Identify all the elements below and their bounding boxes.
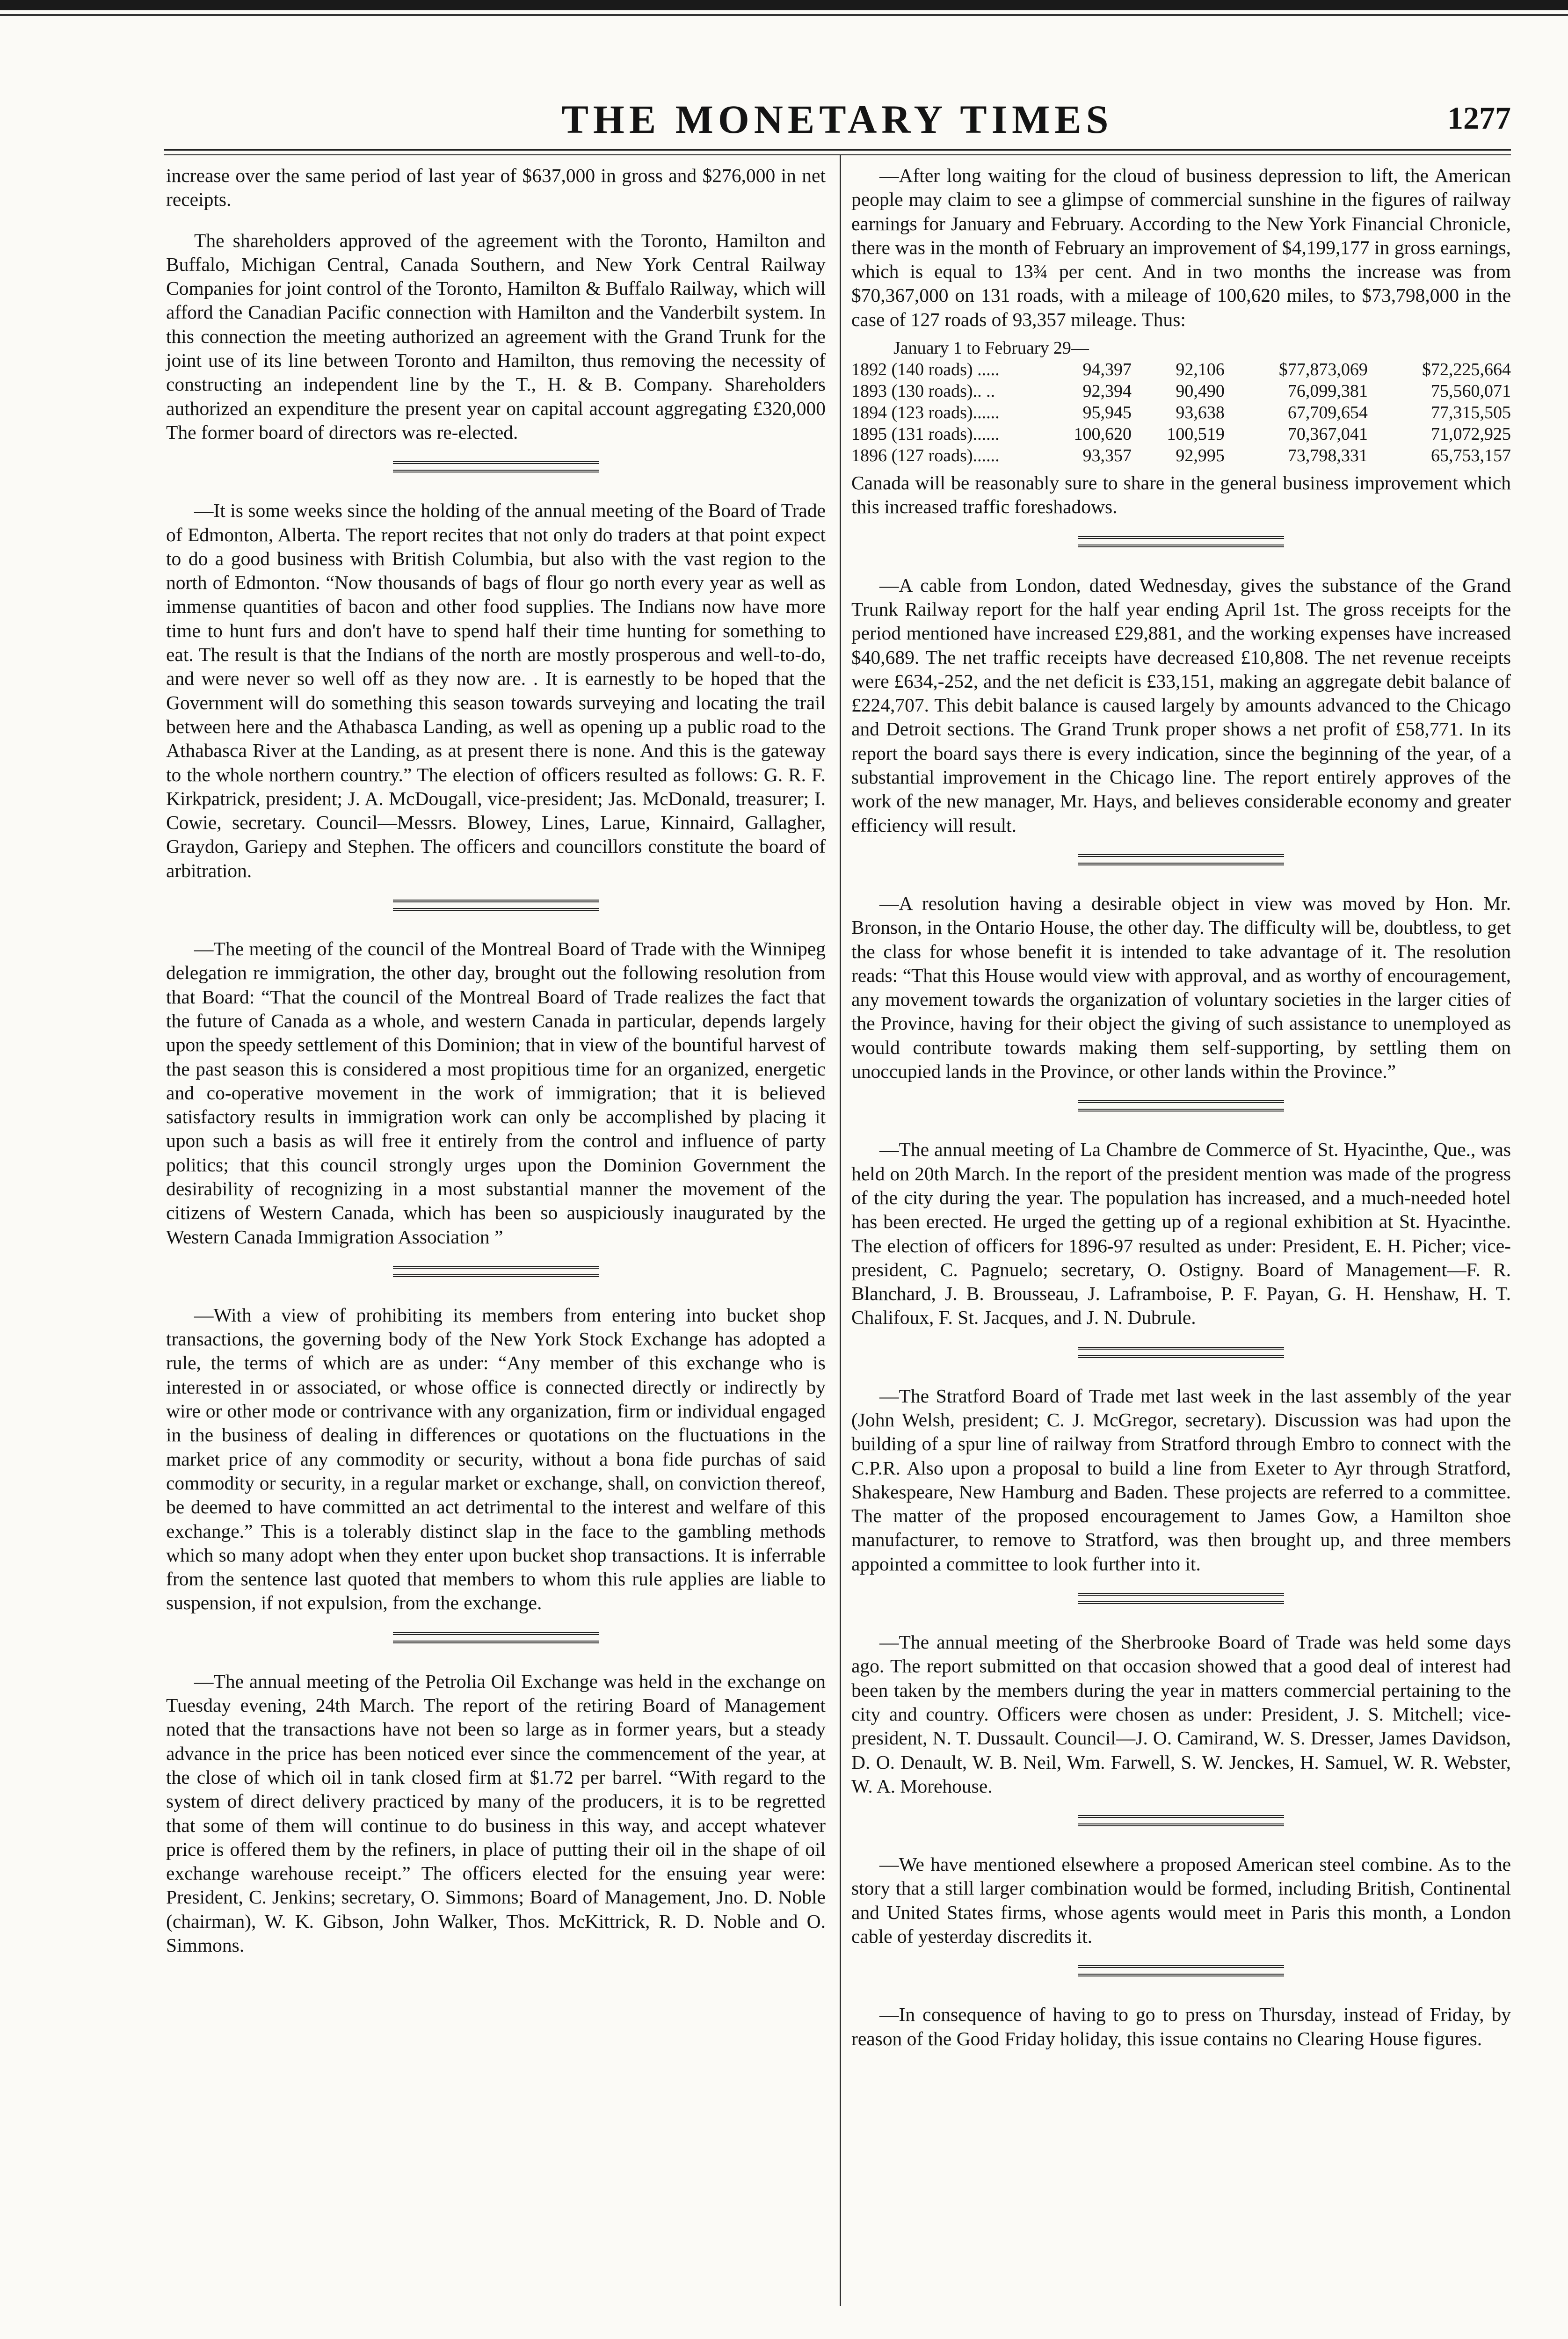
table-cell: 92,394 bbox=[1082, 381, 1132, 401]
article-paragraph: —The meeting of the council of the Montreal Board of Trade with the Winnipeg delegation re immigration, the other day, brought out the following resolution from that Board: “That the council of the Montreal Board of Trade realizes the fact that the future of Canada as a whole, and western Canada in particular, depends largely upon the speedy settlement of this Dominion; that in view of the bountiful harvest of the past season this is considered a most propitious time for an organized, energetic and co-operative movement in the work of immigration; that it is believed satisfactory results in immigration work can only be accomplished by placing it upon such a basis as will free it entirely from the control and influence of party politics; that this council strongly urges upon the Dominion Government the desirability of recognizing in a most substantial manner the movement of the citizens of Western Canada, which has been so auspiciously inaugurated by the Western Canada Immigration Association ” bbox=[166, 938, 826, 1248]
table-cell: 93,638 bbox=[1176, 403, 1225, 423]
table-cell: 1893 (130 roads).. .. bbox=[851, 381, 995, 401]
table-row bbox=[851, 359, 1511, 380]
right-column bbox=[851, 164, 1511, 2068]
header-rule bbox=[164, 149, 1511, 151]
article-paragraph: The shareholders approved of the agreement with the Toronto, Hamilton and Buffalo, Michigan Central, Canada Southern, and New York Central Railway Companies for joint control of the Toronto, Hamilton & Buffalo Railway, which will afford the Canadian Pacific connection with Hamilton and the Vanderbilt system. In this connection the meeting authorized an agreement with the Grand Trunk for the joint use of its line between Toronto and Hamilton, thus removing the necessity of constructing an independent line by the T., H. & B. Company. Shareholders authorized an expenditure the present year on capital account aggregating £320,000 The former board of directors was re-elected. bbox=[166, 229, 826, 443]
header-rule-thin bbox=[164, 154, 1511, 155]
table-cell: 70,367,041 bbox=[1287, 424, 1368, 444]
table-cell: 100,620 bbox=[1074, 424, 1132, 444]
article-paragraph: —The annual meeting of the Sherbrooke Board of Trade was held some days ago. The report submitted on that occasion showed that a good deal of interest had been taken by the members during the year in matters commercial pertaining to the city and country. Officers were chosen as under: President, J. S. Mitchell; vice-president, N. T. Dussault. Council—J. O. Camirand, W. S. Dresser, James Davidson, D. O. Denault, W. B. Neil, Wm. Farwell, S. W. Jenckes, H. Samuel, W. R. Webster, W. A. Morehouse. bbox=[851, 1631, 1511, 1797]
table-cell: 100,519 bbox=[1167, 424, 1225, 444]
article-separator bbox=[393, 1632, 599, 1643]
article-separator bbox=[393, 461, 599, 472]
article-paragraph: increase over the same period of last year of $637,000 in gross and $276,000 in net receipts. bbox=[166, 165, 826, 211]
left-column bbox=[166, 164, 826, 1974]
page-header bbox=[164, 96, 1511, 147]
article-separator bbox=[1078, 1815, 1284, 1826]
article-separator bbox=[1078, 1347, 1284, 1358]
table-cell: 93,357 bbox=[1082, 446, 1132, 466]
table-cell: 67,709,654 bbox=[1287, 403, 1368, 423]
article-separator bbox=[393, 900, 599, 911]
article-separator bbox=[393, 1266, 599, 1277]
masthead: THE MONETARY TIMES bbox=[561, 97, 1113, 142]
article-paragraph: —It is some weeks since the holding of the annual meeting of the Board of Trade of Edmonton, Alberta. The report recites that not only do traders at that point expect to do a good business with British Columbia, but also with the vast region to the north of Edmonton. “Now thousands of bags of flour go north every year as well as immense quantities of bacon and other food supplies. The Indians now have more time to hunt furs and don't have to spend half their time hunting for something to eat. The result is that the Indians of the north are mostly prosperous and well-to-do, and were never so well off as they now are. . It is earnestly to be hoped that the Government will do something this season towards surveying and locating the trail between here and the Athabasca Landing, as well as opening up a public road to the Athabasca River at the Landing, as at present there is none. And this is the gateway to the whole northern country.” The election of officers resulted as follows: G. R. F. Kirkpatrick, president; J. A. McDougall, vice-president; Jas. McDonald, treasurer; I. Cowie, secretary. Council—Messrs. Blowey, Lines, Larue, Kinnaird, Gallagher, Graydon, Gariepy and Stephen. The officers and councillors constitute the board of arbitration. bbox=[166, 500, 826, 881]
article-separator bbox=[1078, 1593, 1284, 1604]
table-row bbox=[851, 402, 1511, 423]
article-paragraph: —In consequence of having to go to press on Thursday, instead of Friday, by reason of the Good Friday holiday, this issue contains no Clearing House figures. bbox=[851, 2004, 1511, 2049]
article-paragraph: —A resolution having a desirable object in view was moved by Hon. Mr. Bronson, in the Ontario House, the other day. The difficulty will be, doubtless, to get the class for whose benefit it is intended to take advantage of it. The resolution reads: “That this House would view with approval, and as worthy of encouragement, any movement towards the organization of voluntary societies in the larger cities of the Province, having for their object the giving of such assistance to unemployed as would contribute towards making them self-supporting, by settling them on unoccupied lands in the Province, or other lands within the Province.” bbox=[851, 892, 1511, 1082]
table-row bbox=[851, 380, 1511, 402]
article-paragraph: —We have mentioned elsewhere a proposed American steel combine. As to the story that a still larger combination would be formed, including British, Continental and United States firms, whose agents would meet in Paris this month, a London cable of yesterday discredits it. bbox=[851, 1853, 1511, 1947]
table-cell: 94,397 bbox=[1082, 360, 1132, 380]
top-border-thin bbox=[0, 14, 1568, 16]
table-cell: 65,753,157 bbox=[1431, 446, 1511, 466]
table-cell: 90,490 bbox=[1176, 381, 1225, 401]
table-row bbox=[851, 423, 1511, 445]
page-number: 1277 bbox=[1447, 100, 1511, 136]
article-separator bbox=[1078, 536, 1284, 547]
table-cell: 77,315,505 bbox=[1431, 403, 1511, 423]
article-railway-earnings: —After long waiting for the cloud of business depression to lift, the American people may claim to see a glimpse of commercial sunshine in the figures of railway earnings for January and February. According to the New York Financial Chronicle, there was in the month of February an improvement of $4,199,177 in gross earnings, which is equal to 13¾ per cent. And in two months the increase was from $70,367,000 on 131 roads, with a mileage of 100,620 miles, to $73,798,000 in the case of 127 roads of 93,357 mileage. Thus: bbox=[851, 165, 1511, 330]
article-separator bbox=[1078, 1100, 1284, 1111]
table-cell: 71,072,925 bbox=[1431, 424, 1511, 444]
table-cell: $77,873,069 bbox=[1278, 360, 1368, 380]
table-cell: 1892 (140 roads) ..... bbox=[851, 360, 1000, 380]
table-intro: January 1 to February 29— bbox=[893, 338, 1089, 358]
article-paragraph: —A cable from London, dated Wednesday, gives the substance of the Grand Trunk Railway report for the half year ending April 1st. The gross receipts for the period mentioned have increased £29,881, and the working expenses have increased $40,689. The net traffic receipts have decreased £10,808. The net revenue receipts were £634,-252, and the net deficit is £33,151, making an aggregate debit balance of £224,707. This debit balance is caused largely by amounts advanced to the Chicago and Detroit sections. The Grand Trunk proper shows a net profit of £58,771. In its report the board says there is every indication, since the beginning of the year, of a substantial improvement in the Chicago line. The report entirely approves of the work of the new manager, Mr. Hays, and believes considerable economy and greater efficiency will result. bbox=[851, 574, 1511, 836]
table-cell: 75,560,071 bbox=[1431, 381, 1511, 401]
article-paragraph: —The annual meeting of La Chambre de Commerce of St. Hyacinthe, Que., was held on 20th March. In the report of the president mention was made of the progress of the city during the year. The population has increased, and a much-needed hotel has been erected. He urged the getting up of a regional exhibition at St. Hyacinthe. The election of officers for 1896-97 resulted as under: President, E. H. Picher; vice-president, C. Pagnuelo; secretary, O. Ostigny. Board of Management—F. R. Blanchard, J. B. Brousseau, J. Laframboise, P. F. Payan, G. H. Henshaw, H. T. Chalifoux, F. St. Jacques, and J. N. Dubrule. bbox=[851, 1139, 1511, 1329]
article-paragraph: —The annual meeting of the Petrolia Oil Exchange was held in the exchange on Tuesday evening, 24th March. The report of the retiring Board of Management noted that the transactions have not been so large as in former years, but a steady advance in the price has been noticed ever since the commencement of the year, at the close of which oil in tank closed firm at $1.72 per barrel. “With regard to the system of direct delivery practiced by many of the producers, it is to be regretted that some of them will continue to do business in this way, and accept whatever price is offered them by the refiners, in place of putting their oil in the shape of oil exchange warehouse receipt.” The officers elected for the ensuing year were: President, C. Jenkins; secretary, O. Simmons; Board of Management, Jno. D. Noble (chairman), W. K. Gibson, John Walker, Thos. McKittrick, R. D. Noble and O. Simmons. bbox=[166, 1670, 826, 1956]
table-row bbox=[851, 445, 1511, 466]
table-cell: 73,798,331 bbox=[1287, 446, 1368, 466]
table-cell: $72,225,664 bbox=[1422, 360, 1511, 380]
article-paragraph: —With a view of prohibiting its members from entering into bucket shop transactions, the governing body of the New York Stock Exchange has adopted a rule, the terms of which are as under: “Any member of this exchange who is interested in or associated, or whose office is connected directly or indirectly by wire or other mode or contrivance with any organization, firm or individual engaged in the business of dealing in differences or quotations on the fluctuations in the market price of any commodity or security, without a bona fide purchas of said commodity or security, in a regular market or exchange, shall, on conviction thereof, be deemed to have committed an act detrimental to the interest and welfare of this exchange.” This is a tolerably distinct slap in the face to the gambling methods which so many adopt when they enter upon bucket shop transactions. It is inferrable from the sentence last quoted that members to whom this rule applies are liable to suspension, if not expulsion, from the exchange. bbox=[166, 1304, 826, 1614]
article-railway-earnings-conclusion: Canada will be reasonably sure to share in the general business improvement which this increased traffic foreshadows. bbox=[851, 472, 1511, 518]
table-cell: 95,945 bbox=[1082, 403, 1132, 423]
railway-earnings-table bbox=[851, 337, 1511, 466]
table-cell: 1896 (127 roads)...... bbox=[851, 446, 1000, 466]
article-separator bbox=[1078, 1965, 1284, 1976]
column-divider bbox=[840, 154, 841, 2306]
top-border bbox=[0, 0, 1568, 10]
table-cell: 1894 (123 roads)...... bbox=[851, 403, 1000, 423]
table-cell: 92,995 bbox=[1176, 446, 1225, 466]
table-cell: 1895 (131 roads)...... bbox=[851, 424, 1000, 444]
table-cell: 92,106 bbox=[1176, 360, 1225, 380]
article-separator bbox=[1078, 854, 1284, 865]
table-cell: 76,099,381 bbox=[1287, 381, 1368, 401]
article-paragraph: —The Stratford Board of Trade met last week in the last assembly of the year (John Welsh, president; C. J. McGregor, secretary). Discussion was had upon the building of a spur line of railway from Stratford through Embro to connect with the C.P.R. Also upon a proposal to build a line from Exeter to Ayr through Stratford, Shakespeare, New Hamburg and Baden. These projects are referred to a committee. The matter of the proposed encouragement to James Gow, a Hamilton shoe manufacturer, to remove to Stratford, was then brought up, and three members appointed a committee to look further into it. bbox=[851, 1385, 1511, 1575]
